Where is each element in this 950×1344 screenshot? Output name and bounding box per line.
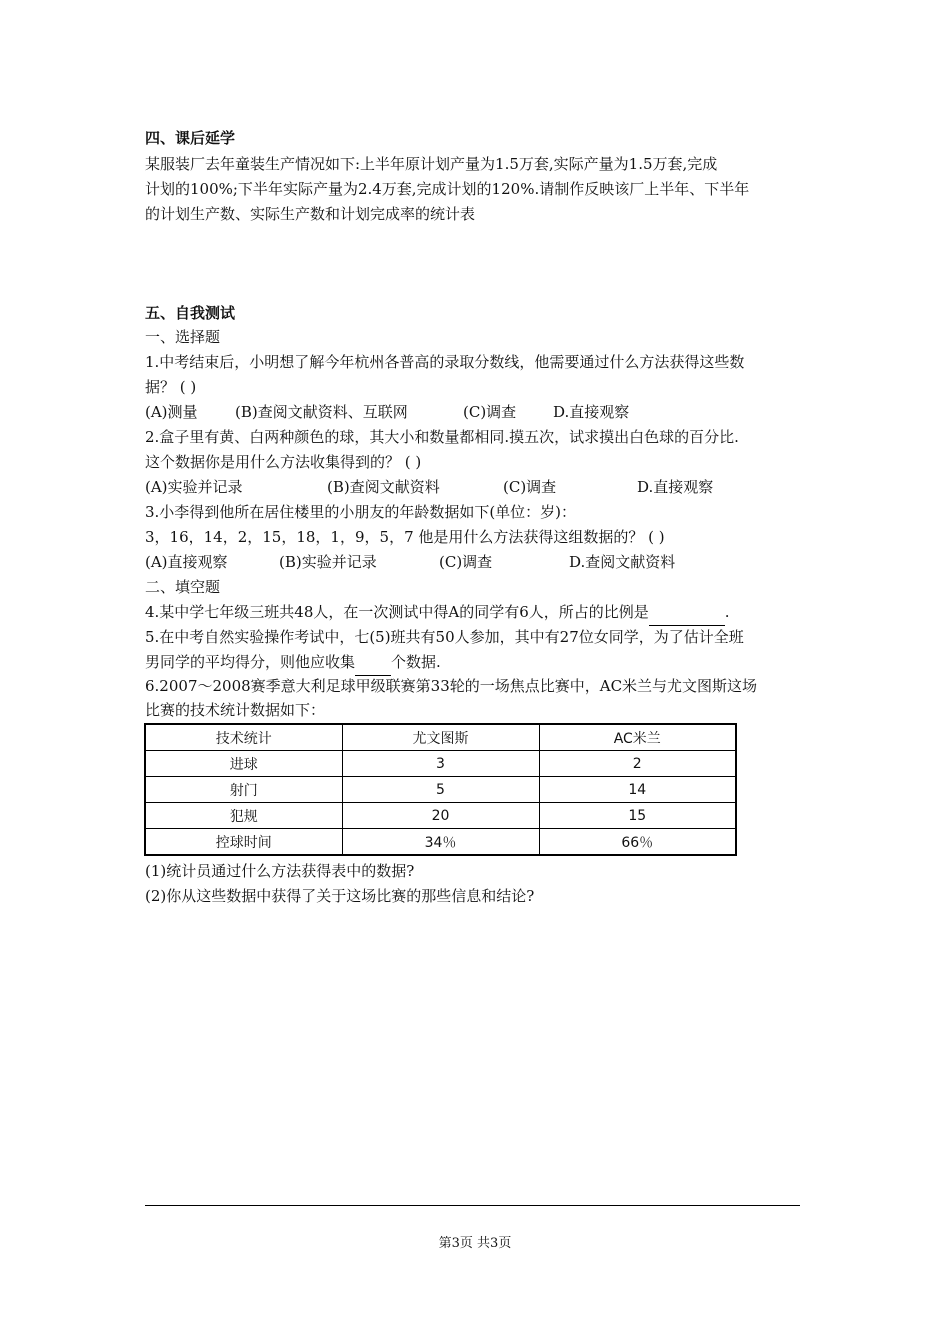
table-header-cell: 技术统计: [145, 724, 342, 751]
table-cell: 射门: [145, 777, 342, 803]
table-cell: 犯规: [145, 803, 342, 829]
table-header-cell: 尤文图斯: [342, 724, 539, 751]
q2-option-c: (C)调查: [503, 478, 557, 496]
match-stats-table: [144, 723, 737, 856]
page-number: 第3页 共3页: [438, 1236, 512, 1251]
q4-line: [145, 600, 815, 626]
q3-line-1: 3.小李得到他所在居住楼里的小朋友的年龄数据如下(单位：岁)：: [145, 503, 577, 521]
q2-line-1: 2.盒子里有黄、白两种颜色的球，其大小和数量都相同.摸五次，试求摸出白色球的百分比.: [145, 428, 739, 446]
table-cell: 控球时间: [145, 829, 342, 856]
q6-sub-2: (2)你从这些数据中获得了关于这场比赛的那些信息和结论?: [145, 887, 535, 905]
q3-line-2: 3，16，14，2，15，18，1，9，5，7 他是用什么方法获得这组数据的？ ( ): [145, 528, 665, 546]
q1-line-2: 据？ ( ): [145, 378, 197, 396]
table-cell: 5: [342, 777, 539, 803]
table-header-cell: AC米兰: [539, 724, 736, 751]
q5-text-post: 个数据.: [391, 653, 441, 671]
table-cell: 20: [342, 803, 539, 829]
q2-line-2: 这个数据你是用什么方法收集得到的？ ( ): [145, 453, 422, 471]
section4-line-1: 某服装厂去年童装生产情况如下:上半年原计划产量为1.5万套,实际产量为1.5万套,完成: [145, 155, 718, 173]
section4-line-2: 计划的100%;下半年实际产量为2.4万套,完成计划的120%.请制作反映该厂上半年、下半年: [145, 180, 750, 198]
q6-line-1: 6.2007～2008赛季意大利足球甲级联赛第33轮的一场焦点比赛中，AC米兰与尤文图斯这场: [145, 677, 758, 695]
q6-line-2: 比赛的技术统计数据如下：: [145, 701, 326, 719]
part1-heading: 一、选择题: [145, 328, 221, 346]
q2-option-b: (B)查阅文献资料: [327, 478, 440, 496]
q6-sub-1: (1)统计员通过什么方法获得表中的数据?: [145, 862, 415, 880]
section4-line-3: 的计划生产数、实际生产数和计划完成率的统计表: [145, 205, 476, 223]
table-header-row: [145, 724, 736, 751]
q1-option-d: D.直接观察: [553, 403, 630, 421]
table-row: [145, 829, 736, 856]
q3-options: [145, 550, 815, 575]
q4-answer-blank: [649, 600, 725, 626]
q1-option-b: (B)查阅文献资料、互联网: [235, 403, 408, 421]
footer-divider: [145, 1205, 800, 1206]
table-row: [145, 751, 736, 777]
q1-option-c: (C)调查: [463, 403, 517, 421]
part2-heading: 二、填空题: [145, 578, 221, 596]
table-cell: 66％: [539, 829, 736, 856]
q1-option-a: (A)测量: [145, 403, 198, 421]
q5-line-2: [145, 650, 815, 676]
q2-option-d: D.直接观察: [637, 478, 714, 496]
q4-text: 4.某中学七年级三班共48人，在一次测试中得A的同学有6人，所占的比例是: [145, 603, 649, 621]
q3-option-d: D.查阅文献资料: [569, 553, 676, 571]
q3-option-a: (A)直接观察: [145, 553, 228, 571]
q2-option-a: (A)实验并记录: [145, 478, 243, 496]
q3-option-b: (B)实验并记录: [279, 553, 377, 571]
table-cell: 进球: [145, 751, 342, 777]
table-cell: 34％: [342, 829, 539, 856]
q5-answer-blank: [355, 650, 391, 676]
table-cell: 2: [539, 751, 736, 777]
table-cell: 3: [342, 751, 539, 777]
table-row: [145, 777, 736, 803]
q4-end: .: [724, 603, 730, 621]
section5-heading: 五、自我测试: [145, 304, 236, 322]
section4-heading: 四、课后延学: [145, 129, 236, 147]
q2-options: [145, 475, 815, 500]
table-row: [145, 803, 736, 829]
q5-text-pre: 男同学的平均得分，则他应收集: [145, 653, 356, 671]
q3-option-c: (C)调查: [439, 553, 493, 571]
table-cell: 14: [539, 777, 736, 803]
q1-options: [145, 400, 815, 425]
q1-line-1: 1.中考结束后，小明想了解今年杭州各普高的录取分数线，他需要通过什么方法获得这些数: [145, 353, 745, 371]
q5-line-1: 5.在中考自然实验操作考试中，七(5)班共有50人参加，其中有27位女同学，为了估计全班: [145, 628, 744, 646]
table-cell: 15: [539, 803, 736, 829]
